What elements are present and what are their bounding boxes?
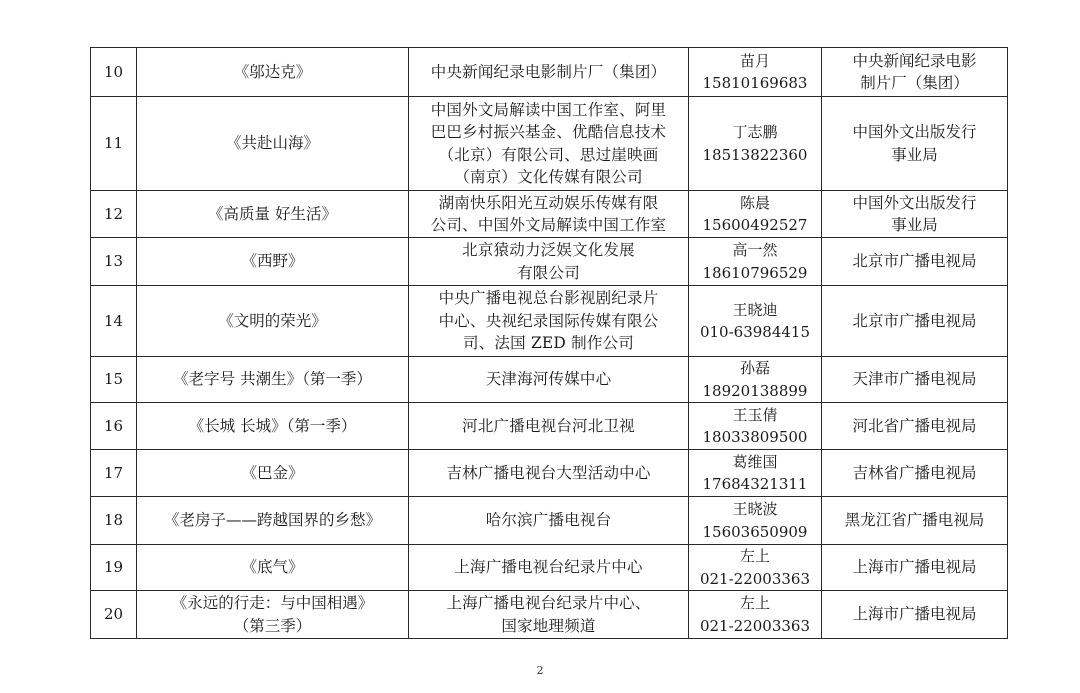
table-row: [91, 286, 1008, 357]
producer: [409, 191, 689, 238]
recommending-unit-line: 中国外文出版发行: [852, 123, 977, 141]
contact-phone: 15810169683: [702, 74, 808, 92]
documentary-title-line: 《老房子——跨越国界的乡愁》: [163, 511, 381, 530]
producer: [409, 357, 689, 403]
recommending-unit: [822, 238, 1008, 286]
recommending-unit: [822, 450, 1008, 497]
recommending-unit: [822, 403, 1008, 450]
contact: [689, 591, 822, 639]
producer: [409, 450, 689, 497]
producer: [409, 403, 689, 450]
producer-line: 有限公司: [517, 263, 580, 282]
documentary-title: [137, 497, 409, 545]
row-number: 17: [91, 450, 137, 497]
row-number: 14: [91, 286, 137, 357]
producer-line: 中央广播电视总台影视剧纪录片: [438, 289, 659, 308]
documentary-title: [137, 238, 409, 286]
recommending-unit-line: 上海市广播电视局: [852, 558, 977, 577]
producer-line: 上海广播电视台纪录片中心、: [446, 594, 651, 612]
recommending-unit: [822, 48, 1008, 97]
contact-phone: 18920138899: [702, 381, 808, 400]
recommending-unit-line: 北京市广播电视局: [852, 311, 977, 330]
producer-line: 吉林广播电视台大型活动中心: [446, 463, 651, 482]
documentary-title-line: 《高质量 好生活》: [208, 204, 337, 223]
recommending-unit: [822, 591, 1008, 639]
recommending-unit: [822, 286, 1008, 357]
contact-name: 王玉倩: [732, 405, 778, 424]
producer: [409, 591, 689, 639]
table-row: [91, 191, 1008, 238]
producer-line: 天津海河传媒中心: [485, 370, 612, 389]
table-row: [91, 403, 1008, 450]
documentary-title-line: 《共赴山海》: [225, 134, 319, 153]
producer-line: 中心、央视纪录国际传媒有限公: [438, 311, 659, 330]
producer-line: 中央新闻纪录电影制片厂（集团）: [430, 62, 667, 81]
row-number: 10: [91, 48, 137, 97]
producer-line: （北京）有限公司、思过崖映画: [438, 145, 659, 164]
producer-line: 上海广播电视台纪录片中心: [454, 558, 643, 577]
contact: [689, 497, 822, 545]
producer-line: 中国外文局解读中国工作室、阿里: [430, 100, 667, 119]
recommending-unit-line: 事业局: [891, 145, 938, 164]
table-row: [91, 48, 1008, 97]
contact-phone: 021-22003363: [699, 616, 811, 635]
contact-name: 丁志鹏: [732, 123, 778, 141]
recommending-unit: [822, 497, 1008, 545]
documentary-title-line: 《底气》: [241, 558, 304, 577]
documentary-title: [137, 286, 409, 357]
recommending-unit-line: 事业局: [891, 216, 938, 234]
producer-line: 司、法国 ZED 制作公司: [463, 334, 634, 353]
producer: [409, 48, 689, 97]
contact-phone: 15603650909: [702, 522, 808, 541]
row-number: 18: [91, 497, 137, 545]
producer-line: 国家地理频道: [501, 616, 596, 635]
recommending-unit-line: 吉林省广播电视局: [852, 463, 977, 482]
producer-line: 湖南快乐阳光互动娱乐传媒有限: [438, 193, 659, 212]
documentary-title: [137, 357, 409, 403]
recommending-unit-line: 中国外文出版发行: [852, 193, 977, 212]
recommending-unit-line: 黑龙江省广播电视局: [844, 511, 985, 530]
recommending-unit: [822, 357, 1008, 403]
recommending-unit: [822, 97, 1008, 191]
contact-name: 葛维国: [732, 452, 778, 471]
documentary-title: [137, 545, 409, 591]
producer-line: 公司、中国外文局解读中国工作室: [430, 216, 667, 234]
table-row: [91, 497, 1008, 545]
contact: [689, 403, 822, 450]
contact-name: 陈晨: [739, 193, 770, 212]
contact: [689, 357, 822, 403]
table-row: [91, 97, 1008, 191]
table-row: [91, 238, 1008, 286]
recommending-unit-line: 北京市广播电视局: [852, 252, 977, 271]
contact-name: 苗月: [739, 51, 770, 70]
producer: [409, 545, 689, 591]
producer-line: （南京）文化传媒有限公司: [454, 168, 643, 186]
contact: [689, 191, 822, 238]
contact: [689, 286, 822, 357]
row-number: 19: [91, 545, 137, 591]
contact-phone: 17684321311: [702, 475, 808, 493]
recommending-unit-line: 天津市广播电视局: [852, 370, 977, 389]
documentary-title-line: 《老字号 共潮生》（第一季）: [173, 370, 372, 389]
table-row: [91, 545, 1008, 591]
producer: [409, 286, 689, 357]
contact-name: 左上: [739, 594, 770, 612]
contact: [689, 97, 822, 191]
producer: [409, 497, 689, 545]
documentary-title-line: 《巴金》: [241, 463, 304, 482]
page-number: 2: [536, 664, 544, 677]
table-row: [91, 591, 1008, 639]
recommending-unit-line: 上海市广播电视局: [852, 605, 977, 624]
documentary-title-line: 《西野》: [241, 252, 304, 271]
row-number: 11: [91, 97, 137, 191]
table-body: [91, 48, 1008, 639]
producer-line: 巴巴乡村振兴基金、优酷信息技术: [430, 123, 667, 141]
contact-phone: 15600492527: [702, 216, 808, 234]
documentary-title: [137, 97, 409, 191]
documentary-title: [137, 403, 409, 450]
documentary-list-table: [90, 47, 1008, 639]
recommending-unit: [822, 191, 1008, 238]
contact-phone: 021-22003363: [699, 569, 811, 588]
table-row: [91, 357, 1008, 403]
recommending-unit-line: 制片厂（集团）: [860, 74, 969, 92]
contact: [689, 450, 822, 497]
row-number: 13: [91, 238, 137, 286]
row-number: 20: [91, 591, 137, 639]
row-number: 15: [91, 357, 137, 403]
contact-phone: 18610796529: [702, 263, 808, 282]
row-number: 12: [91, 191, 137, 238]
recommending-unit-line: 河北省广播电视局: [852, 416, 977, 435]
producer-line: 北京猿动力泛娱文化发展: [462, 241, 635, 259]
contact: [689, 238, 822, 286]
contact-phone: 18513822360: [702, 145, 808, 164]
recommending-unit-line: 中央新闻纪录电影: [852, 51, 977, 70]
contact: [689, 545, 822, 591]
contact: [689, 48, 822, 97]
contact-name: 孙磊: [739, 359, 770, 377]
table-row: [91, 450, 1008, 497]
documentary-title-line: 《永远的行走：与中国相遇》: [171, 594, 374, 612]
contact-name: 王晓迪: [732, 300, 778, 319]
contact-name: 王晓波: [732, 500, 778, 518]
documentary-title: [137, 450, 409, 497]
documentary-title-line: 《长城 长城》（第一季）: [188, 416, 357, 435]
producer-line: 哈尔滨广播电视台: [485, 511, 612, 530]
contact-name: 高一然: [732, 241, 778, 259]
documentary-title: [137, 591, 409, 639]
producer: [409, 97, 689, 191]
documentary-title: [137, 191, 409, 238]
documentary-title-line: 《邬达克》: [233, 62, 312, 81]
producer-line: 河北广播电视台河北卫视: [462, 416, 635, 435]
contact-phone: 010-63984415: [699, 323, 811, 341]
recommending-unit: [822, 545, 1008, 591]
row-number: 16: [91, 403, 137, 450]
contact-name: 左上: [739, 547, 770, 565]
producer: [409, 238, 689, 286]
contact-phone: 18033809500: [702, 428, 808, 446]
documentary-title-line: 《文明的荣光》: [218, 311, 327, 330]
documentary-title-line: （第三季）: [233, 616, 312, 635]
documentary-title: [137, 48, 409, 97]
